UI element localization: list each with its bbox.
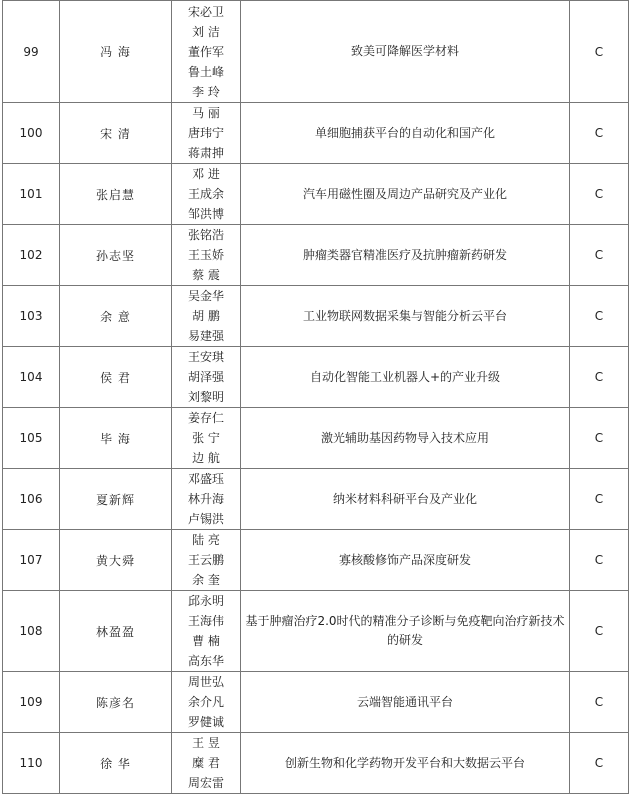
team-members bbox=[172, 103, 241, 164]
row-number: 110 bbox=[3, 733, 60, 794]
project-leader: 侯 君 bbox=[60, 347, 172, 408]
project-leader: 孙志坚 bbox=[60, 225, 172, 286]
team-member: 邱永明 bbox=[187, 594, 224, 608]
row-number: 105 bbox=[3, 408, 60, 469]
project-leader: 黄大舜 bbox=[60, 530, 172, 591]
grade: C bbox=[570, 733, 629, 794]
team-member: 余 奎 bbox=[192, 573, 220, 587]
row-number: 99 bbox=[3, 1, 60, 103]
project-leader: 张启慧 bbox=[60, 164, 172, 225]
team-member: 罗健诚 bbox=[187, 715, 224, 729]
project-name: 云端智能通讯平台 bbox=[241, 672, 570, 733]
grade: C bbox=[570, 469, 629, 530]
grade: C bbox=[570, 1, 629, 103]
table-row bbox=[3, 469, 629, 530]
team-member: 蒋肃抻 bbox=[187, 146, 224, 160]
project-leader: 陈彦名 bbox=[60, 672, 172, 733]
team-members bbox=[172, 530, 241, 591]
project-name: 汽车用磁性圈及周边产品研究及产业化 bbox=[241, 164, 570, 225]
grade: C bbox=[570, 103, 629, 164]
team-members bbox=[172, 225, 241, 286]
project-name: 纳米材料科研平台及产业化 bbox=[241, 469, 570, 530]
team-member: 邓 进 bbox=[192, 167, 220, 181]
team-member: 卢锡洪 bbox=[187, 512, 224, 526]
grade: C bbox=[570, 164, 629, 225]
team-member: 马 丽 bbox=[192, 106, 220, 120]
grade: C bbox=[570, 225, 629, 286]
table-row bbox=[3, 733, 629, 794]
team-member: 王云鹏 bbox=[187, 553, 224, 567]
team-member: 刘 洁 bbox=[192, 24, 220, 39]
team-member: 余介凡 bbox=[187, 695, 224, 709]
team-member: 王成余 bbox=[187, 187, 224, 201]
row-number: 104 bbox=[3, 347, 60, 408]
team-member: 蔡 震 bbox=[192, 268, 220, 282]
team-members bbox=[172, 672, 241, 733]
project-name: 自动化智能工业机器人+的产业升级 bbox=[241, 347, 570, 408]
project-name: 激光辅助基因药物导入技术应用 bbox=[241, 408, 570, 469]
row-number: 103 bbox=[3, 286, 60, 347]
team-member: 邹洪博 bbox=[187, 207, 224, 221]
project-name: 肿瘤类器官精准医疗及抗肿瘤新药研发 bbox=[241, 225, 570, 286]
team-member: 林升海 bbox=[187, 492, 224, 506]
project-table bbox=[2, 0, 629, 794]
row-number: 109 bbox=[3, 672, 60, 733]
project-leader: 余 意 bbox=[60, 286, 172, 347]
team-member: 李 玲 bbox=[192, 84, 220, 99]
team-member: 董作军 bbox=[187, 44, 224, 59]
team-member: 王玉娇 bbox=[187, 248, 224, 262]
project-leader: 毕 海 bbox=[60, 408, 172, 469]
team-member: 曹 楠 bbox=[192, 634, 220, 648]
row-number: 107 bbox=[3, 530, 60, 591]
team-member: 高东华 bbox=[187, 654, 224, 668]
grade: C bbox=[570, 286, 629, 347]
team-members bbox=[172, 164, 241, 225]
team-members bbox=[172, 1, 241, 103]
grade: C bbox=[570, 347, 629, 408]
team-member: 糜 君 bbox=[192, 756, 220, 770]
table-row bbox=[3, 225, 629, 286]
team-member: 邓盛珏 bbox=[187, 472, 224, 486]
project-leader: 冯 海 bbox=[60, 1, 172, 103]
row-number: 100 bbox=[3, 103, 60, 164]
row-number: 108 bbox=[3, 591, 60, 672]
team-member: 张 宁 bbox=[192, 431, 220, 445]
grade: C bbox=[570, 530, 629, 591]
team-member: 姜存仁 bbox=[187, 411, 224, 425]
grade: C bbox=[570, 672, 629, 733]
table-row bbox=[3, 103, 629, 164]
project-name: 致美可降解医学材料 bbox=[241, 1, 570, 103]
table-row bbox=[3, 164, 629, 225]
table-row bbox=[3, 591, 629, 672]
grade: C bbox=[570, 408, 629, 469]
team-member: 唐玮宁 bbox=[187, 126, 224, 140]
team-member: 陆 亮 bbox=[192, 533, 220, 547]
team-members bbox=[172, 347, 241, 408]
team-member: 边 航 bbox=[192, 451, 220, 465]
row-number: 102 bbox=[3, 225, 60, 286]
team-members bbox=[172, 286, 241, 347]
table-row bbox=[3, 286, 629, 347]
team-member: 周宏雷 bbox=[187, 776, 224, 790]
table-row bbox=[3, 347, 629, 408]
team-member: 刘黎明 bbox=[187, 390, 224, 404]
team-member: 易建强 bbox=[187, 329, 224, 343]
project-name: 创新生物和化学药物开发平台和大数据云平台 bbox=[241, 733, 570, 794]
project-table-body bbox=[3, 1, 629, 794]
team-members bbox=[172, 733, 241, 794]
project-leader: 徐 华 bbox=[60, 733, 172, 794]
project-name: 工业物联网数据采集与智能分析云平台 bbox=[241, 286, 570, 347]
table-row bbox=[3, 530, 629, 591]
grade: C bbox=[570, 591, 629, 672]
team-member: 王海伟 bbox=[187, 614, 224, 628]
team-member: 吴金华 bbox=[187, 289, 224, 303]
team-member: 胡 鹏 bbox=[192, 309, 220, 323]
project-name: 基于肿瘤治疗2.0时代的精准分子诊断与免疫靶向治疗新技术的研发 bbox=[241, 591, 570, 672]
row-number: 106 bbox=[3, 469, 60, 530]
project-leader: 林盈盈 bbox=[60, 591, 172, 672]
team-member: 胡泽强 bbox=[187, 370, 224, 384]
team-members bbox=[172, 591, 241, 672]
team-member: 宋必卫 bbox=[187, 4, 224, 19]
team-members bbox=[172, 408, 241, 469]
table-row bbox=[3, 672, 629, 733]
team-members bbox=[172, 469, 241, 530]
project-name: 单细胞捕获平台的自动化和国产化 bbox=[241, 103, 570, 164]
project-leader: 宋 清 bbox=[60, 103, 172, 164]
project-name: 寡核酸修饰产品深度研发 bbox=[241, 530, 570, 591]
row-number: 101 bbox=[3, 164, 60, 225]
team-member: 鲁土峰 bbox=[187, 64, 224, 79]
team-member: 王安琪 bbox=[187, 350, 224, 364]
team-member: 王 昱 bbox=[192, 736, 220, 750]
team-member: 周世弘 bbox=[187, 675, 224, 689]
table-row bbox=[3, 1, 629, 103]
table-row bbox=[3, 408, 629, 469]
project-leader: 夏新辉 bbox=[60, 469, 172, 530]
team-member: 张铭浩 bbox=[187, 228, 224, 242]
